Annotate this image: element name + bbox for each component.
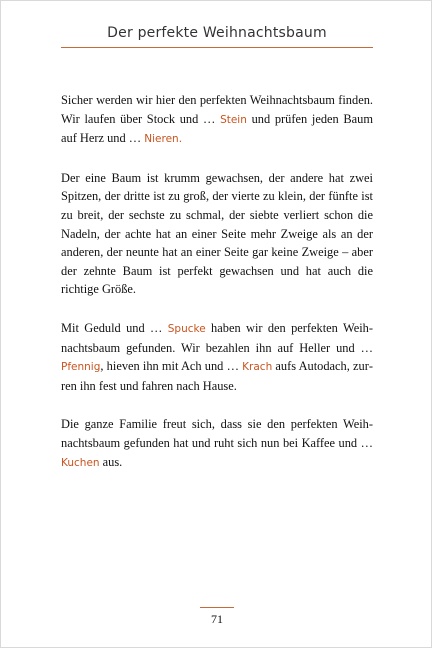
paragraph-3: Mit Geduld und … Spucke haben wir den perfekten Weihnachtsbaum gefunden. Wir bezahlen ihn auf Heller und … Pfennig, hieven ihn mit Ach und … Krach aufs Autodach, zurren ihn fest und fahren nach Hause. <box>61 320 373 393</box>
page-header-title: Der perfekte Weihnachtsbaum <box>107 25 327 41</box>
paragraph-4: Die ganze Familie freut sich, dass sie den perfekten Weihnachtsbaum gefunden hat und ruht sich nun bei Kaffee und … Kuchen aus. <box>61 417 373 469</box>
filled-word-stein: Stein <box>220 113 247 126</box>
paragraph-2: Der eine Baum ist krumm gewachsen, der andere hat zwei Spitzen, der dritte ist zu groß, der vierte zu klein, der fünfte ist zu breit, der sechste zu schmal, der siebte verliert schon die Nadeln, der achte hat an einer Seite mehr Zweige als an der anderen, der neunte hat an einer Seite gar keine Zweige – aber der zehnte Baum ist perfekt gewachsen und hat auch die richtige Größe. <box>61 170 373 297</box>
filled-word-krach: Krach <box>242 361 273 374</box>
story-text <box>61 91 373 492</box>
filled-word-spucke: Spucke <box>167 322 206 335</box>
header-divider <box>61 47 373 48</box>
paragraph-1: Sicher werden wir hier den perfekten Weihnachtsbaum finden. Wir laufen über Stock und … Stein und prüfen jeden Baum auf Herz und … Nieren. <box>61 93 373 146</box>
filled-word-pfennig: Pfennig <box>61 361 101 374</box>
filled-word-kuchen: Kuchen <box>61 456 100 469</box>
footer-divider <box>200 607 234 608</box>
filled-word-nieren: Nieren. <box>144 133 183 146</box>
page-number: 71 <box>211 612 223 626</box>
